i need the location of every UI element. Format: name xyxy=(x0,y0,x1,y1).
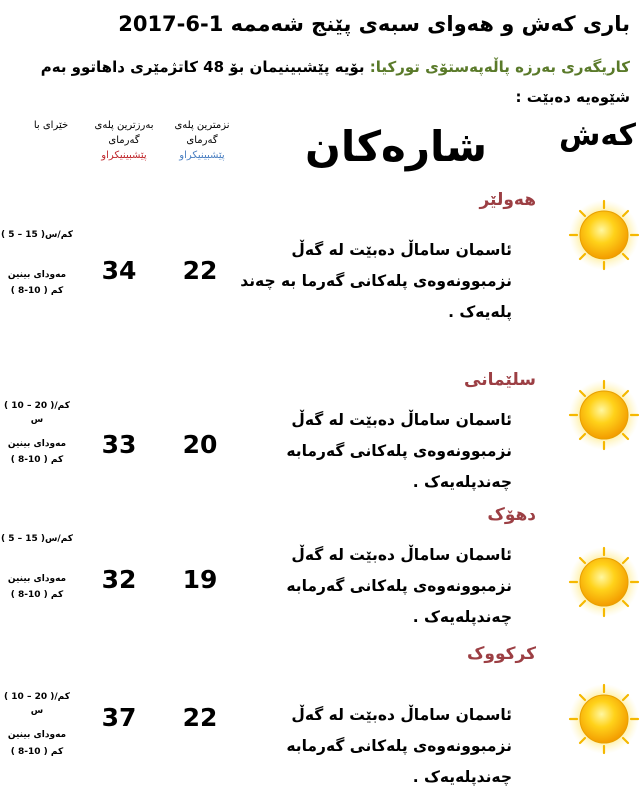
visibility-label: مەودای بینین xyxy=(7,270,67,280)
description-line: نزمبوونەوەی پلەکانی گەرمابە xyxy=(286,577,512,595)
description-line: ئاسمان ساماڵ دەبێت لە گەڵ xyxy=(291,241,512,259)
description-line: چەندپلەیەک . xyxy=(412,608,512,626)
column-header-min-temp xyxy=(166,118,238,163)
max-header-forecast: پێشبینیکراو xyxy=(101,150,147,161)
sun-icon xyxy=(568,683,640,755)
intro-source: کاریگەری بەرزە پاڵەپەستۆی تورکیا: xyxy=(369,58,630,76)
wind-speed: ( 5 – 15 )کم/س xyxy=(0,534,74,544)
max-header-line2: گەرمای xyxy=(108,135,140,146)
max-temp-value: 37 xyxy=(101,703,137,732)
sun-icon xyxy=(568,546,640,618)
max-temp-value: 32 xyxy=(101,565,137,594)
max-temp-value: 34 xyxy=(101,256,137,285)
visibility-label: مەودای بینین xyxy=(7,574,67,584)
description-line: ئاسمان ساماڵ دەبێت لە گەڵ xyxy=(291,546,512,564)
min-header-line1: نزمترین پلەی xyxy=(174,120,230,131)
column-header-weather: کەش xyxy=(558,118,636,153)
sun-icon xyxy=(568,379,640,451)
description-line: ئاسمان ساماڵ دەبێت لە گەڵ xyxy=(291,411,512,429)
max-header-line1: بەرزترین پلەی xyxy=(94,120,154,131)
description-line: چەندپلەیەک . xyxy=(412,473,512,491)
intro-text xyxy=(5,52,630,112)
visibility-value: ( 8-10 ) کم xyxy=(10,590,64,600)
wind-speed: ( 5 – 15 )کم/س xyxy=(0,230,74,240)
min-temp-value: 22 xyxy=(182,256,218,285)
wind-speed: ( 10 – 20 )کم/س xyxy=(4,692,70,716)
intro-body: بۆیە پێشبینیمان بۆ 48 کاتژمێری داهاتوو بەم شێوەیە دەبێت : xyxy=(40,58,630,106)
page-title: باری کەش و هەوای سبەی پێنج شەممە 1-6-2017 xyxy=(118,12,630,36)
sun-icon xyxy=(568,199,640,271)
visibility-value: ( 8-10 ) کم xyxy=(10,455,64,465)
min-header-forecast: پێشبینیکراو xyxy=(179,150,225,161)
city-name-kirkuk: کرکووک xyxy=(467,644,536,664)
city-name-sulaymaniyah: سلێمانی xyxy=(464,370,536,390)
description-line: نزمبوونەوەی پلەکانی گەرمابە xyxy=(286,737,512,755)
visibility-value: ( 8-10 ) کم xyxy=(10,747,64,757)
city-name-duhok: دهۆک xyxy=(487,505,536,525)
description-line: نزمبوونەوەی پلەکانی گەرما بە چەند xyxy=(240,272,512,290)
visibility-label: مەودای بینین xyxy=(7,730,67,740)
column-header-cities: شارەکان xyxy=(305,122,488,171)
description-line: چەندپلەیەک . xyxy=(412,768,512,786)
city-name-erbil: هەولێر xyxy=(479,190,536,210)
column-header-wind: خێرای با xyxy=(33,120,69,131)
description-line: پلەیەک . xyxy=(448,303,512,321)
description-line: ئاسمان ساماڵ دەبێت لە گەڵ xyxy=(291,706,512,724)
wind-speed: ( 10 – 20 )کم/س xyxy=(4,401,70,425)
column-header-max-temp xyxy=(84,118,164,163)
visibility-value: ( 8-10 ) کم xyxy=(10,286,64,296)
description-line: نزمبوونەوەی پلەکانی گەرمابە xyxy=(286,442,512,460)
min-temp-value: 22 xyxy=(182,703,218,732)
max-temp-value: 33 xyxy=(101,430,137,459)
visibility-label: مەودای بینین xyxy=(7,439,67,449)
min-header-line2: گەرمای xyxy=(186,135,218,146)
min-temp-value: 19 xyxy=(182,565,218,594)
min-temp-value: 20 xyxy=(182,430,218,459)
